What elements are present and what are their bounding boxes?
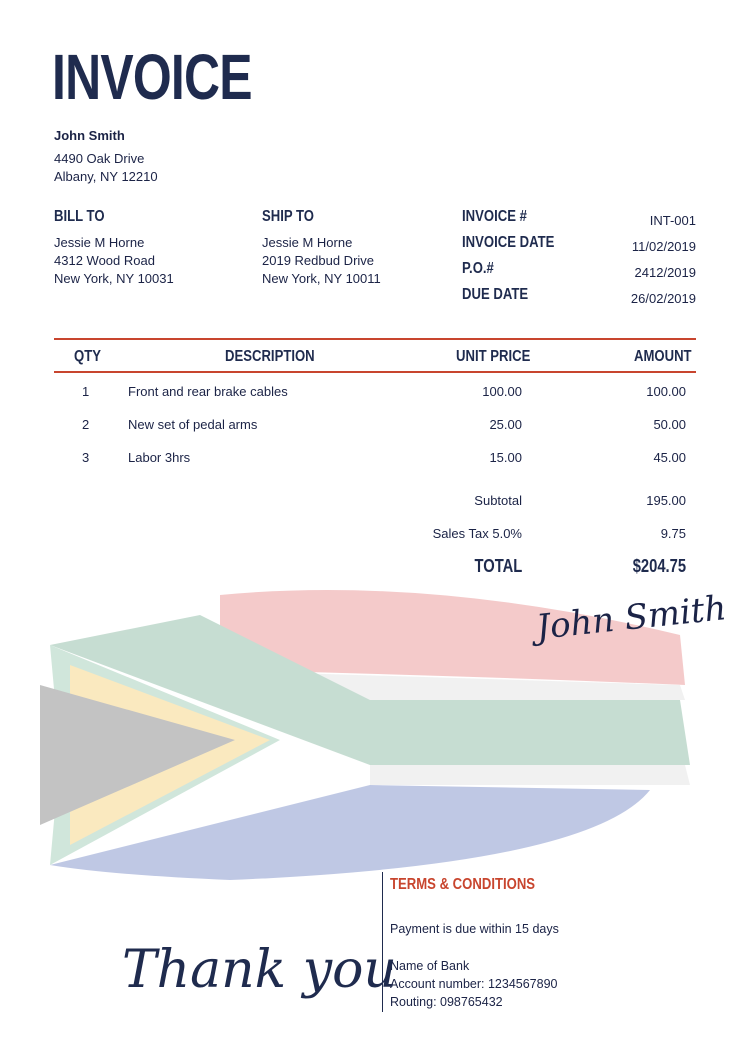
po-number-value: 2412/2019 [634, 265, 696, 280]
row2-description: New set of pedal arms [128, 417, 258, 432]
bill-to-label: BILL TO [54, 208, 105, 225]
row3-description: Labor 3hrs [128, 450, 191, 465]
row2-amount: 50.00 [653, 417, 686, 432]
terms-payment-due: Payment is due within 15 days [390, 922, 559, 936]
terms-title: TERMS & CONDITIONS [390, 876, 536, 893]
bill-to-address1: 4312 Wood Road [54, 253, 155, 268]
col-header-description: DESCRIPTION [225, 348, 315, 365]
terms-bank-name: Name of Bank [390, 959, 470, 973]
row1-description: Front and rear brake cables [128, 384, 288, 399]
ship-to-address2: New York, NY 10011 [262, 271, 381, 286]
due-date-label: DUE DATE [462, 286, 529, 303]
ship-to-label: SHIP TO [262, 208, 315, 225]
sender-name: John Smith [54, 128, 125, 143]
row1-amount: 100.00 [646, 384, 686, 399]
row3-amount: 45.00 [653, 450, 686, 465]
due-date-value: 26/02/2019 [630, 291, 696, 306]
col-header-qty: QTY [74, 348, 101, 365]
ship-to-address1: 2019 Redbud Drive [262, 253, 375, 268]
tax-value: 9.75 [660, 526, 686, 541]
invoice-date-value: 11/02/2019 [631, 239, 696, 254]
row1-unit-price: 100.00 [482, 384, 522, 399]
table-top-rule [54, 338, 696, 340]
terms-routing: Routing: 098765432 [390, 995, 503, 1009]
terms-account-number: Account number: 1234567890 [390, 977, 558, 991]
table-header-rule [54, 371, 696, 373]
subtotal-value: 195.00 [646, 493, 686, 508]
sender-address-line2: Albany, NY 12210 [54, 169, 158, 184]
invoice-number-value: INT-001 [649, 213, 696, 228]
bill-to-name: Jessie M Horne [54, 235, 145, 250]
row2-unit-price: 25.00 [489, 417, 522, 432]
col-header-unit-price: UNIT PRICE [456, 348, 531, 365]
row3-unit-price: 15.00 [489, 450, 522, 465]
invoice-title: INVOICE [52, 41, 252, 113]
po-number-label: P.O.# [462, 260, 494, 277]
total-value: $204.75 [632, 556, 686, 576]
row1-qty: 1 [82, 384, 90, 399]
total-label: TOTAL [474, 556, 522, 576]
bill-to-address2: New York, NY 10031 [54, 271, 174, 286]
subtotal-label: Subtotal [474, 493, 522, 508]
invoice-date-label: INVOICE DATE [462, 234, 555, 251]
row2-qty: 2 [82, 417, 90, 432]
thank-you-text: Thank you [122, 940, 397, 1000]
col-header-amount: AMOUNT [634, 348, 692, 365]
sender-address-line1: 4490 Oak Drive [54, 151, 145, 166]
row3-qty: 3 [82, 450, 90, 465]
invoice-number-label: INVOICE # [462, 208, 527, 225]
signature: John Smith [534, 588, 729, 648]
ship-to-name: Jessie M Horne [262, 235, 353, 250]
tax-label: Sales Tax 5.0% [432, 526, 522, 541]
